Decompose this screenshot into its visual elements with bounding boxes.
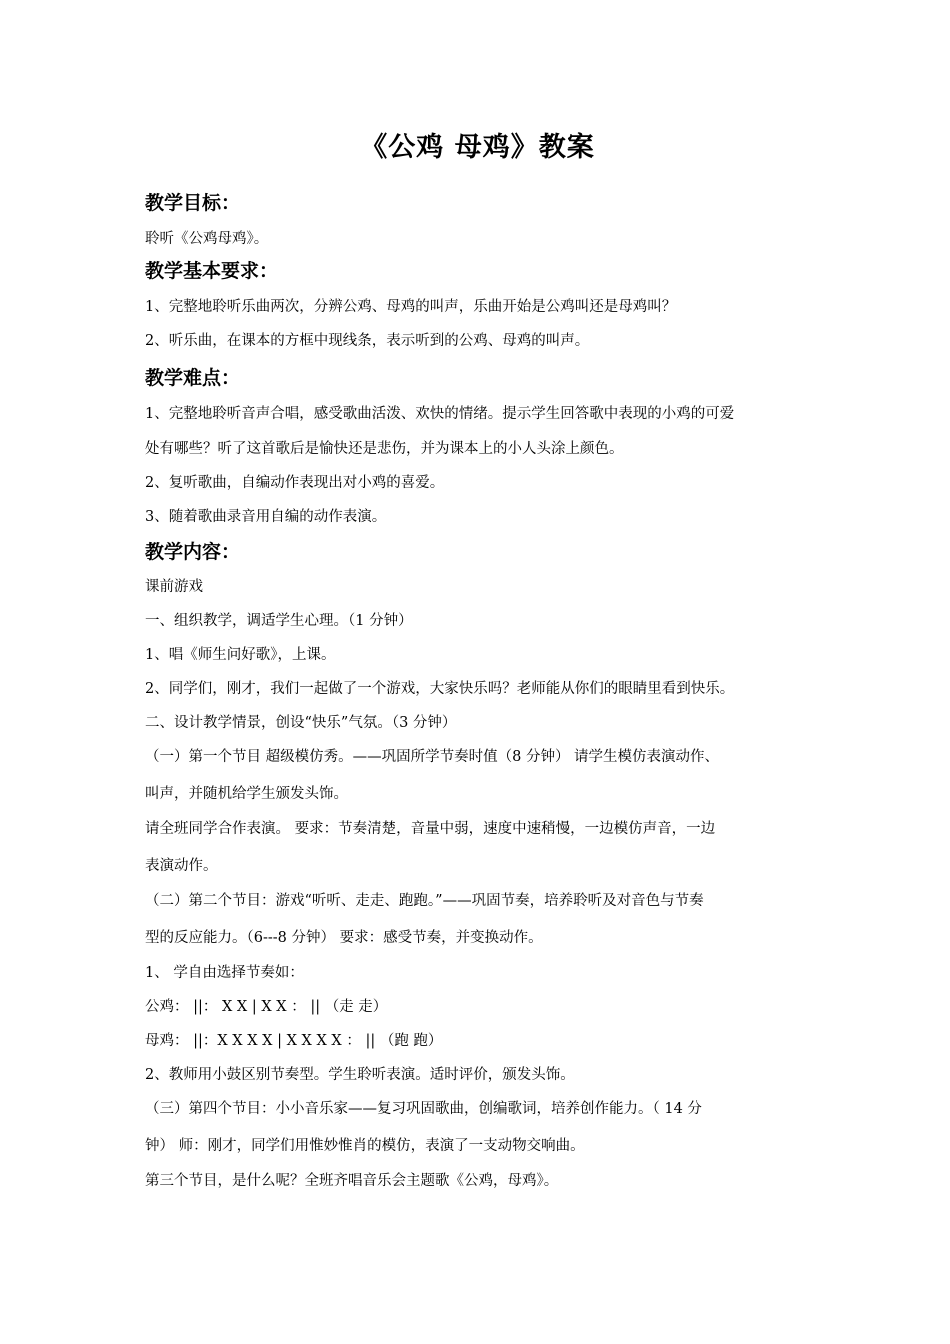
- content-line: 二、设计教学情景，创设“快乐”气氛。（3 分钟）: [145, 715, 457, 731]
- content-line: 2、同学们，刚才，我们一起做了一个游戏，大家快乐吗？老师能从你们的眼睛里看到快乐。: [145, 681, 735, 697]
- heading-teaching-goal: 教学目标：: [145, 192, 241, 214]
- heading-basic-requirements: 教学基本要求：: [145, 260, 279, 282]
- content-line: 型的反应能力。（6---8 分钟） 要求：感受节奏，并变换动作。: [145, 930, 543, 946]
- document-title: 《公鸡 母鸡》教案: [360, 132, 595, 163]
- requirement-line: 2、听乐曲，在课本的方框中现线条，表示听到的公鸡、母鸡的叫声。: [145, 333, 590, 349]
- difficulty-line: 3、随着歌曲录音用自编的动作表演。: [145, 509, 387, 525]
- content-line: 钟） 师：刚才，同学们用惟妙惟肖的模仿，表演了一支动物交响曲。: [145, 1138, 585, 1154]
- heading-difficulties: 教学难点：: [145, 367, 241, 389]
- goal-text: 聆听《公鸡母鸡》。: [145, 231, 269, 247]
- content-line: 2、教师用小鼓区别节奏型。学生聆听表演。适时评价，颁发头饰。: [145, 1067, 575, 1083]
- content-line: 表演动作。: [145, 858, 218, 874]
- content-line: （三）第四个节目：小小音乐家——复习巩固歌曲，创编歌词，培养创作能力。（ 14 分: [145, 1101, 702, 1117]
- difficulty-line: 2、复听歌曲，自编动作表现出对小鸡的喜爱。: [145, 475, 445, 491]
- heading-content: 教学内容：: [145, 541, 241, 563]
- difficulty-line: 1、完整地聆听音声合唱，感受歌曲活泼、欢快的情绪。提示学生回答歌中表现的小鸡的可爱: [145, 406, 735, 422]
- difficulty-line: 处有哪些？听了这首歌后是愉快还是悲伤，并为课本上的小人头涂上颜色。: [145, 441, 624, 457]
- content-line: 请全班同学合作表演。 要求：节奏清楚，音量中弱，速度中速稍慢，一边模仿声音，一边: [145, 821, 716, 837]
- content-line: 一、组织教学，调适学生心理。（1 分钟）: [145, 613, 413, 629]
- content-line: 课前游戏: [145, 579, 203, 595]
- content-line: 1、 学自由选择节奏如：: [145, 965, 304, 981]
- content-line: （一）第一个节目 超级模仿秀。——巩固所学节奏时值（8 分钟） 请学生模仿表演动作、: [145, 749, 720, 765]
- content-line: 第三个节目，是什么呢？全班齐唱音乐会主题歌《公鸡，母鸡》。: [145, 1173, 559, 1189]
- rhythm-hen-line: 母鸡： ||：X X X X | X X X X ： || （跑 跑）: [145, 1033, 443, 1049]
- rhythm-rooster-line: 公鸡： ||： X X | X X ： || （走 走）: [145, 999, 388, 1015]
- content-line: 1、唱《师生问好歌》，上课。: [145, 647, 336, 663]
- content-line: （二）第二个节目：游戏“听听、走走、跑跑。”——巩固节奏，培养聆听及对音色与节奏: [145, 893, 704, 909]
- requirement-line: 1、完整地聆听乐曲两次，分辨公鸡、母鸡的叫声，乐曲开始是公鸡叫还是母鸡叫？: [145, 299, 677, 315]
- content-line: 叫声，并随机给学生颁发头饰。: [145, 786, 348, 802]
